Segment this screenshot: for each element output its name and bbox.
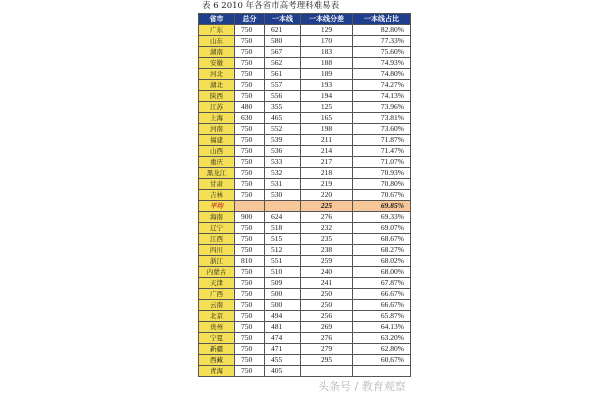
table-row [199,278,411,289]
cell-cutoff: 510 [265,267,301,278]
cell-cutoff: 552 [265,124,301,135]
cell-total [235,201,265,212]
table-row [199,135,411,146]
table-row [199,234,411,245]
cell-cutoff: 512 [265,245,301,256]
cell-province: 海南 [199,212,235,223]
cell-diff: 217 [301,157,353,168]
cell-province: 河南 [199,124,235,135]
cell-ratio: 69.07% [353,223,411,234]
cell-diff: 194 [301,91,353,102]
cell-province: 江西 [199,234,235,245]
cell-ratio: 68.02% [353,256,411,267]
cell-total: 750 [235,366,265,377]
cell-cutoff [265,201,301,212]
cell-diff: 295 [301,355,353,366]
cell-diff: 240 [301,267,353,278]
table-row [199,223,411,234]
cell-total: 750 [235,124,265,135]
cell-ratio: 68.27% [353,245,411,256]
cell-ratio: 71.07% [353,157,411,168]
table-row [199,245,411,256]
header-diff: 一本线分差 [301,14,353,25]
cell-cutoff: 518 [265,223,301,234]
cell-total: 750 [235,245,265,256]
cell-diff: 218 [301,168,353,179]
cell-province: 陕西 [199,91,235,102]
table-row [199,212,411,223]
cell-province: 内蒙古 [199,267,235,278]
cell-cutoff: 536 [265,146,301,157]
cell-cutoff: 500 [265,300,301,311]
cell-diff: 189 [301,69,353,80]
cell-diff: 241 [301,278,353,289]
score-table-sheet [198,0,410,377]
table-row [199,300,411,311]
cell-ratio: 65.87% [353,311,411,322]
cell-ratio: 70.80% [353,179,411,190]
cell-cutoff: 580 [265,36,301,47]
cell-diff: 232 [301,223,353,234]
cell-total: 480 [235,102,265,113]
table-row [199,256,411,267]
cell-province: 甘肃 [199,179,235,190]
table-row [199,124,411,135]
cell-province: 重庆 [199,157,235,168]
table-row [199,289,411,300]
cell-cutoff: 562 [265,58,301,69]
cell-total: 900 [235,212,265,223]
cell-diff: 276 [301,212,353,223]
cell-province: 山东 [199,36,235,47]
cell-cutoff: 567 [265,47,301,58]
cell-cutoff: 561 [265,69,301,80]
cell-province: 北京 [199,311,235,322]
cell-total: 750 [235,355,265,366]
cell-cutoff: 355 [265,102,301,113]
cell-province: 青海 [199,366,235,377]
cell-diff: 183 [301,47,353,58]
cell-province: 上海 [199,113,235,124]
cell-total: 810 [235,256,265,267]
cell-diff: 214 [301,146,353,157]
cell-ratio: 60.67% [353,355,411,366]
cell-cutoff: 500 [265,289,301,300]
cell-diff: 125 [301,102,353,113]
cell-total: 750 [235,190,265,201]
cell-diff: 259 [301,256,353,267]
cell-cutoff: 624 [265,212,301,223]
table-row [199,25,411,36]
cell-cutoff: 539 [265,135,301,146]
cell-ratio: 71.47% [353,146,411,157]
cell-total: 750 [235,322,265,333]
cell-ratio: 82.80% [353,25,411,36]
cell-province: 西藏 [199,355,235,366]
cell-diff: 256 [301,311,353,322]
cell-diff: 279 [301,344,353,355]
table-caption: 表 6 2010 年各省市高考理科难易表 [202,1,340,11]
cell-province: 辽宁 [199,223,235,234]
cell-ratio [353,366,411,377]
cell-cutoff: 509 [265,278,301,289]
cell-diff: 225 [301,201,353,212]
cell-cutoff: 532 [265,168,301,179]
cell-diff: 165 [301,113,353,124]
cell-total: 750 [235,157,265,168]
cell-total: 750 [235,69,265,80]
cell-cutoff: 530 [265,190,301,201]
cell-diff: 250 [301,289,353,300]
cell-total: 750 [235,36,265,47]
table-row [199,113,411,124]
cell-total: 750 [235,135,265,146]
cell-total: 750 [235,333,265,344]
cell-province: 福建 [199,135,235,146]
table-row [199,179,411,190]
cell-cutoff: 471 [265,344,301,355]
cell-total: 750 [235,234,265,245]
cell-total: 750 [235,80,265,91]
table-row [199,366,411,377]
cell-total: 750 [235,311,265,322]
cell-cutoff: 531 [265,179,301,190]
table-row [199,344,411,355]
cell-total: 750 [235,179,265,190]
header-cutoff: 一本线 [265,14,301,25]
cell-province: 黑龙江 [199,168,235,179]
cell-total: 750 [235,25,265,36]
header-province: 省市 [199,14,235,25]
cell-total: 750 [235,267,265,278]
cell-diff: 129 [301,25,353,36]
cell-ratio: 64.13% [353,322,411,333]
cell-total: 750 [235,91,265,102]
cell-ratio: 62.80% [353,344,411,355]
cell-ratio: 66.67% [353,300,411,311]
cell-diff: 238 [301,245,353,256]
cell-province: 浙江 [199,256,235,267]
cell-ratio: 74.93% [353,58,411,69]
cell-province: 河北 [199,69,235,80]
cell-diff: 276 [301,333,353,344]
cell-province: 吉林 [199,190,235,201]
cell-cutoff: 533 [265,157,301,168]
table-row [199,157,411,168]
table-row [199,311,411,322]
cell-ratio: 63.20% [353,333,411,344]
cell-cutoff: 474 [265,333,301,344]
cell-total: 750 [235,300,265,311]
cell-cutoff: 621 [265,25,301,36]
table-row [199,47,411,58]
cell-province: 云南 [199,300,235,311]
table-row [199,102,411,113]
header-total: 总分 [235,14,265,25]
watermark: 头条号 / 教育观察 [318,380,406,393]
cell-cutoff: 556 [265,91,301,102]
cell-total: 750 [235,168,265,179]
cell-ratio: 71.87% [353,135,411,146]
cell-ratio: 73.81% [353,113,411,124]
cell-total: 630 [235,113,265,124]
cell-province: 宁夏 [199,333,235,344]
cell-province: 湖南 [199,47,235,58]
cell-province: 贵州 [199,322,235,333]
cell-diff: 235 [301,234,353,245]
cell-ratio: 70.93% [353,168,411,179]
cell-ratio: 68.67% [353,234,411,245]
cell-diff: 250 [301,300,353,311]
cell-ratio: 68.00% [353,267,411,278]
table-row [199,91,411,102]
table-row [199,322,411,333]
cell-total: 750 [235,278,265,289]
cell-cutoff: 405 [265,366,301,377]
cell-province: 安徽 [199,58,235,69]
cell-diff: 219 [301,179,353,190]
cell-ratio: 69.33% [353,212,411,223]
cell-ratio: 67.87% [353,278,411,289]
table-row [199,190,411,201]
table-row [199,36,411,47]
cell-province: 广东 [199,25,235,36]
cell-total: 750 [235,58,265,69]
cell-diff: 220 [301,190,353,201]
difficulty-table [198,13,411,377]
cell-province: 四川 [199,245,235,256]
cell-ratio: 66.67% [353,289,411,300]
cell-diff: 170 [301,36,353,47]
average-row [199,201,411,212]
cell-province: 天津 [199,278,235,289]
cell-total: 750 [235,289,265,300]
cell-province: 山西 [199,146,235,157]
cell-diff: 193 [301,80,353,91]
cell-cutoff: 557 [265,80,301,91]
cell-ratio: 73.96% [353,102,411,113]
header-row [199,14,411,25]
cell-cutoff: 551 [265,256,301,267]
cell-diff [301,366,353,377]
cell-diff: 211 [301,135,353,146]
cell-ratio: 69.85% [353,201,411,212]
cell-province: 江苏 [199,102,235,113]
table-row [199,355,411,366]
cell-ratio: 75.60% [353,47,411,58]
cell-ratio: 73.60% [353,124,411,135]
table-body [199,25,411,377]
cell-ratio: 77.33% [353,36,411,47]
cell-total: 750 [235,146,265,157]
cell-cutoff: 455 [265,355,301,366]
table-row [199,267,411,278]
table-row [199,58,411,69]
table-row [199,168,411,179]
cell-diff: 188 [301,58,353,69]
cell-cutoff: 465 [265,113,301,124]
cell-ratio: 70.67% [353,190,411,201]
cell-cutoff: 494 [265,311,301,322]
table-row [199,333,411,344]
cell-total: 750 [235,344,265,355]
cell-province: 新疆 [199,344,235,355]
header-ratio: 一本线占比 [353,14,411,25]
cell-cutoff: 515 [265,234,301,245]
cell-cutoff: 481 [265,322,301,333]
table-row [199,146,411,157]
table-row [199,69,411,80]
table-row [199,80,411,91]
cell-province: 广西 [199,289,235,300]
cell-province: 平均 [199,201,235,212]
cell-diff: 198 [301,124,353,135]
cell-province: 湖北 [199,80,235,91]
cell-total: 750 [235,223,265,234]
cell-diff: 269 [301,322,353,333]
cell-ratio: 74.27% [353,80,411,91]
cell-total: 750 [235,47,265,58]
cell-ratio: 74.80% [353,69,411,80]
cell-ratio: 74.13% [353,91,411,102]
